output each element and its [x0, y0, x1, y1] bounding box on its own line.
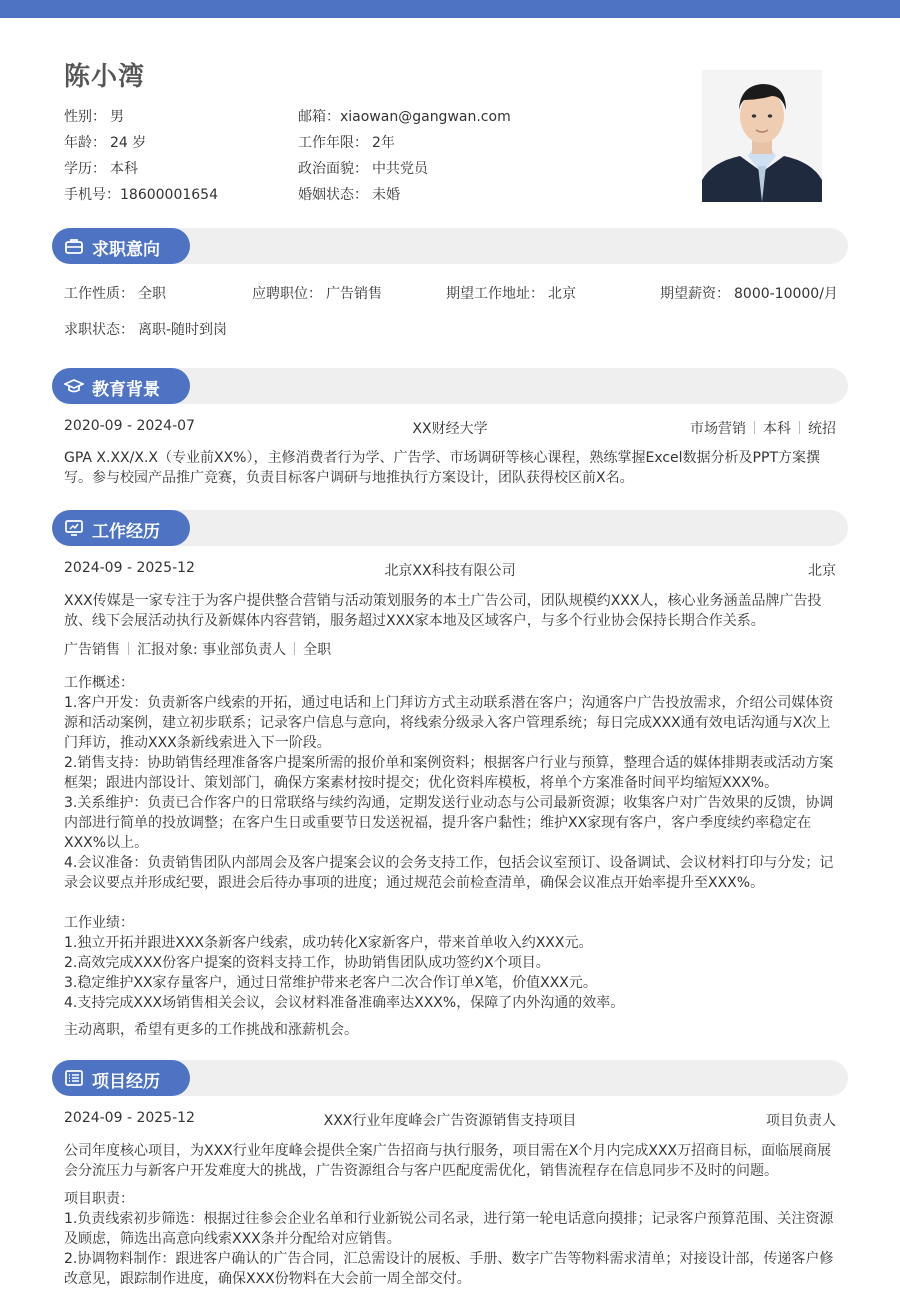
work-leave-reason: 主动离职，希望有更多的工作挑战和涨薪机会。	[64, 1022, 358, 1038]
info-phone: 手机号：18600001654	[64, 187, 218, 203]
project-role: 项目负责人	[766, 1113, 836, 1129]
info-education: 学历： 本科	[64, 161, 138, 177]
info-marital: 婚姻状态： 未婚	[298, 187, 400, 203]
education-school: XX财经大学	[412, 421, 488, 437]
section-pill	[52, 510, 190, 546]
section-title: 教育背景	[92, 380, 160, 400]
work-detail: 工作概述： 1.客户开发：负责新客户线索的开拓，通过电话和上门拜访方式主动联系潜在客户；沟通客户广告投放需求，介绍公司媒体资 源和活动案例，建立初步联系；记录客户信息与意向，将线索分级录入客户管理系统；每日完成XXX通有效电话沟通与X次上 门拜访，推动XXX条新线索进入下一阶段。 2.销售支持：协助销售经理准备客户提案所需的报价单和案例资料；根据客户行业与预算，整理合适的媒体排期表或活动方案 框架；跟进内部设计、策划部门，确保方案素材按时提交；优化资料库模板，将单个方案准备时间平均缩短XXX%。 3.关系维护：负责已合作客户的日常联络与续约沟通，定期发送行业动态与公司最新资源；收集客户对广告效果的反馈，协调 内部进行简单的投放调整；在客户生日或重要节日发送祝福，提升客户黏性；维护XX家现有客户，客户季度续约率稳定在 XXX%以上。 4.会议准备：负责销售团队内部周会及客户提案会议的会务支持工作，包括会议室预订、设备调试、会议材料打印与分发；记 录会议要点并形成纪要，跟进会后待办事项的进度；通过规范会前检查清单，确保会议准点开始率提升至XXX%。 工作业绩： 1.独立开拓并跟进XXX条新客户线索，成功转化X家新客户，带来首单收入约XXX元。 2.高效完成XXX份客户提案的资料支持工作，协助销售团队成功签约X个项目。 3.稳定维护XX家存量客户，通过日常维护带来老客户二次合作订单X笔，价值XXX元。 4.支持完成XXX场销售相关会议，会议材料准备准确率达XXX%，保障了内外沟通的效率。	[64, 675, 834, 1011]
info-age: 年龄： 24 岁	[64, 135, 147, 151]
list-document-icon	[64, 1068, 84, 1088]
intent-status: 求职状态： 离职-随时到岗	[64, 322, 228, 338]
info-work-years: 工作年限： 2年	[298, 135, 395, 151]
info-political: 政治面貌： 中共党员	[298, 161, 428, 177]
project-detail: 项目职责： 1.负责线索初步筛选：根据过往参会企业名单和行业新锐公司名录，进行第一轮电话意向摸排；记录客户预算范围、关注资源 及顾虑，筛选出高意向线索XXX条并分配给对应销售。 2.协调物料制作：跟进客户确认的广告合同，汇总需设计的展板、手册、数字广告等物料需求清单；对接设计部，传递客户修 改意见，跟踪制作进度，确保XXX份物料在大会前一周全部交付。	[64, 1191, 834, 1287]
top-accent-bar	[0, 0, 900, 18]
work-period: 2024-09 - 2025-12	[64, 560, 195, 576]
section-title: 项目经历	[92, 1072, 160, 1092]
education-tags: 市场营销 本科 统招	[690, 421, 836, 437]
work-company: 北京XX科技有限公司	[384, 563, 516, 579]
section-title: 工作经历	[92, 522, 160, 542]
work-company-intro: XXX传媒是一家专注于为客户提供整合营销与活动策划服务的本土广告公司，团队规模约XXX人，核心业务涵盖品牌广告投 放、线下会展活动执行及新媒体内容营销，服务超过XXX家本地及区域客户，与多个行业协会保持长期合作关系。	[64, 593, 822, 629]
education-period: 2020-09 - 2024-07	[64, 418, 195, 434]
section-header-project	[52, 1060, 848, 1096]
section-pill	[52, 228, 190, 264]
intent-salary: 期望薪资： 8000-10000/月	[660, 286, 838, 302]
project-period: 2024-09 - 2025-12	[64, 1110, 195, 1126]
section-pill	[52, 368, 190, 404]
section-title: 求职意向	[92, 240, 160, 260]
intent-location: 期望工作地址： 北京	[446, 286, 576, 302]
monitor-chart-icon	[64, 518, 84, 538]
briefcase-icon	[64, 236, 84, 256]
candidate-name: 陈小湾	[64, 62, 146, 92]
education-description: GPA X.XX/X.X（专业前XX%），主修消费者行为学、广告学、市场调研等核心课程，熟练掌握Excel数据分析及PPT方案撰 写。参与校园产品推广竞赛，负责目标客户调研与地推执行方案设计，团队获得校区前X名。	[64, 450, 820, 486]
info-email: 邮箱：xiaowan@gangwan.com	[298, 109, 511, 125]
section-header-education	[52, 368, 848, 404]
section-header-intent	[52, 228, 848, 264]
work-tags: 广告销售 汇报对象: 事业部负责人 全职	[64, 642, 332, 658]
project-intro: 公司年度核心项目，为XXX行业年度峰会提供全案广告招商与执行服务，项目需在X个月内完成XXX万招商目标，面临展商展 会分流压力与新客户开发难度大的挑战，广告资源组合与客户匹配度需优化，销售流程存在信息同步不及时的问题。	[64, 1143, 832, 1179]
graduation-cap-icon	[64, 376, 84, 396]
work-city: 北京	[808, 563, 836, 579]
profile-photo	[702, 70, 822, 202]
intent-position: 应聘职位： 广告销售	[252, 286, 382, 302]
intent-work-type: 工作性质： 全职	[64, 286, 166, 302]
section-pill	[52, 1060, 190, 1096]
project-name: XXX行业年度峰会广告资源销售支持项目	[323, 1113, 577, 1129]
section-header-work	[52, 510, 848, 546]
info-gender: 性别： 男	[64, 109, 124, 125]
